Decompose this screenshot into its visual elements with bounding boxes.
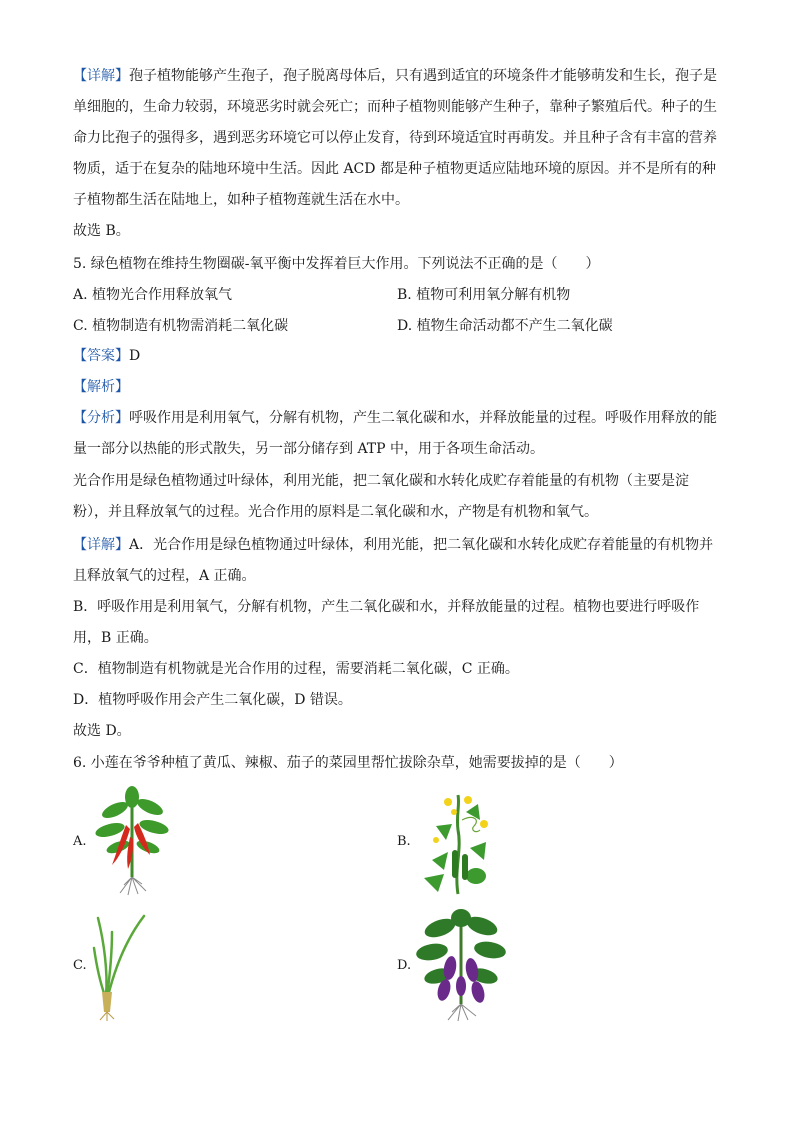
q5-detail-line-4: 用，B 正确。 bbox=[73, 630, 158, 646]
q4-detail-line-3: 命力比孢子的强得多，遇到恶劣环境它可以停止发育，待到环境适宜时再萌发。并且种子含有丰富的营养 bbox=[73, 130, 717, 146]
q4-detail-line-1: 【详解】孢子植物能够产生孢子，孢子脱离母体后，只有遇到适宜的环境条件才能够萌发和生长，孢子是 bbox=[73, 68, 717, 84]
q4-detail-line-5: 子植物都生活在陆地上，如种子植物莲就生活在水中。 bbox=[73, 192, 409, 208]
detail-tag: 【详解】 bbox=[73, 68, 129, 84]
q5-detail-line-1: 【详解】A．光合作用是绿色植物通过叶绿体，利用光能，把二氧化碳和水转化成贮存着能量的有机物并 bbox=[73, 537, 714, 553]
q5-fenxi-line-1: 【分析】呼吸作用是利用氧气，分解有机物，产生二氧化碳和水，并释放能量的过程。呼吸作用释放的能 bbox=[73, 410, 717, 426]
q5-detail-line-3: B．呼吸作用是利用氧气，分解有机物，产生二氧化碳和水，并释放能量的过程。植物也要进行呼吸作 bbox=[73, 599, 700, 615]
pepper-plant-icon bbox=[90, 785, 175, 897]
q5-stem: 5. 绿色植物在维持生物圈碳-氧平衡中发挥着巨大作用。下列说法不正确的是（ ） bbox=[73, 256, 600, 272]
q5-option-a: A. 植物光合作用释放氧气 bbox=[73, 287, 233, 303]
eggplant-plant-icon bbox=[414, 908, 509, 1023]
q5-detail-line-2: 且释放氧气的过程，A 正确。 bbox=[73, 568, 256, 584]
detail-tag: 【详解】 bbox=[73, 537, 129, 553]
q6-option-b-label: B. bbox=[397, 834, 411, 849]
fenxi-tag: 【分析】 bbox=[73, 410, 129, 426]
answer-tag: 【答案】 bbox=[73, 348, 129, 364]
q6-option-c-label: C. bbox=[73, 958, 87, 973]
q5-analysis-tag: 【解析】 bbox=[73, 379, 129, 395]
q6-option-a-label: A. bbox=[73, 834, 87, 849]
q5-option-c: C. 植物制造有机物需消耗二氧化碳 bbox=[73, 318, 289, 334]
grass-weed-icon bbox=[90, 912, 150, 1022]
q5-answer: 【答案】D bbox=[73, 348, 141, 364]
q6-option-d-label: D. bbox=[397, 958, 412, 973]
cucumber-plant-icon bbox=[414, 790, 499, 898]
q5-detail-line-5: C．植物制造有机物就是光合作用的过程，需要消耗二氧化碳，C 正确。 bbox=[73, 661, 519, 677]
q5-choice: 故选 D。 bbox=[73, 723, 131, 739]
q4-choice: 故选 B。 bbox=[73, 223, 130, 239]
q5-option-b: B. 植物可利用氧分解有机物 bbox=[397, 287, 571, 303]
q5-option-d: D. 植物生命活动都不产生二氧化碳 bbox=[397, 318, 613, 334]
q5-fenxi-line-2: 量一部分以热能的形式散失，另一部分储存到 ATP 中，用于各项生命活动。 bbox=[73, 441, 545, 457]
q5-fenxi-line-4: 粉），并且释放氧气的过程。光合作用的原料是二氧化碳和水，产物是有机物和氧气。 bbox=[73, 504, 598, 520]
q4-detail-line-2: 单细胞的，生命力较弱，环境恶劣时就会死亡；而种子植物则能够产生种子，靠种子繁殖后代。种子的生 bbox=[73, 99, 717, 115]
q5-detail-line-6: D．植物呼吸作用会产生二氧化碳，D 错误。 bbox=[73, 692, 352, 708]
q4-detail-line-4: 物质，适于在复杂的陆地环境中生活。因此 ACD 都是种子植物更适应陆地环境的原因。并不是所有的种 bbox=[73, 161, 716, 177]
q6-stem: 6. 小莲在爷爷种植了黄瓜、辣椒、茄子的菜园里帮忙拔除杂草，她需要拔掉的是（ ） bbox=[73, 755, 623, 771]
q5-fenxi-line-3: 光合作用是绿色植物通过叶绿体，利用光能，把二氧化碳和水转化成贮存着能量的有机物（主要是淀 bbox=[73, 473, 689, 489]
